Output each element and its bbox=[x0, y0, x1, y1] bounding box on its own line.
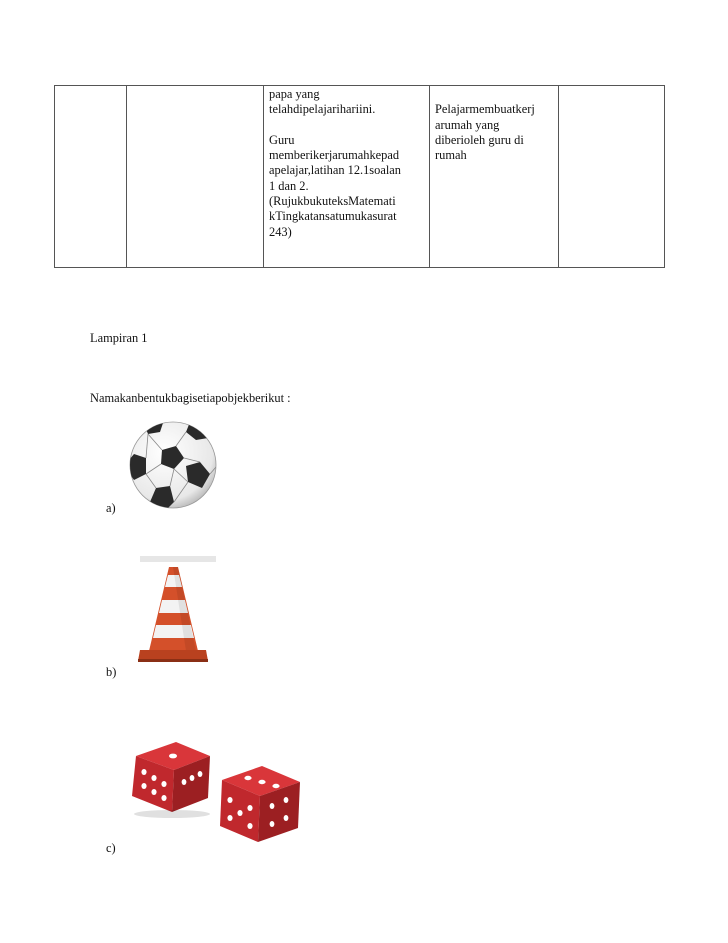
student-activity-cell: Pelajarmembuatkerj arumah yang diberioleh guru di rumah bbox=[430, 86, 559, 268]
table-row bbox=[55, 86, 665, 268]
item-c-label: c) bbox=[106, 841, 116, 855]
table-cell-5 bbox=[559, 86, 665, 268]
soccer-ball-icon bbox=[126, 420, 220, 510]
appendix-title: Lampiran 1 bbox=[90, 331, 148, 345]
item-b-label: b) bbox=[106, 665, 117, 679]
item-a-label: a) bbox=[106, 501, 116, 515]
table-cell-1 bbox=[55, 86, 127, 268]
instruction-text: Namakanbentukbagisetiapobjekberikut : bbox=[90, 391, 291, 405]
table-cell-2 bbox=[127, 86, 264, 268]
traffic-cone-icon bbox=[136, 555, 218, 665]
dice-icon bbox=[130, 738, 302, 850]
teacher-activity-cell: papa yang telahdipelajarihariini. Guru memberikerjarumahkepad apelajar,latihan 12.1soalan 1 dan 2. (RujukbukuteksMatemati kTingkatansatumukasurat 243) bbox=[264, 86, 430, 268]
lesson-plan-table bbox=[54, 85, 665, 268]
